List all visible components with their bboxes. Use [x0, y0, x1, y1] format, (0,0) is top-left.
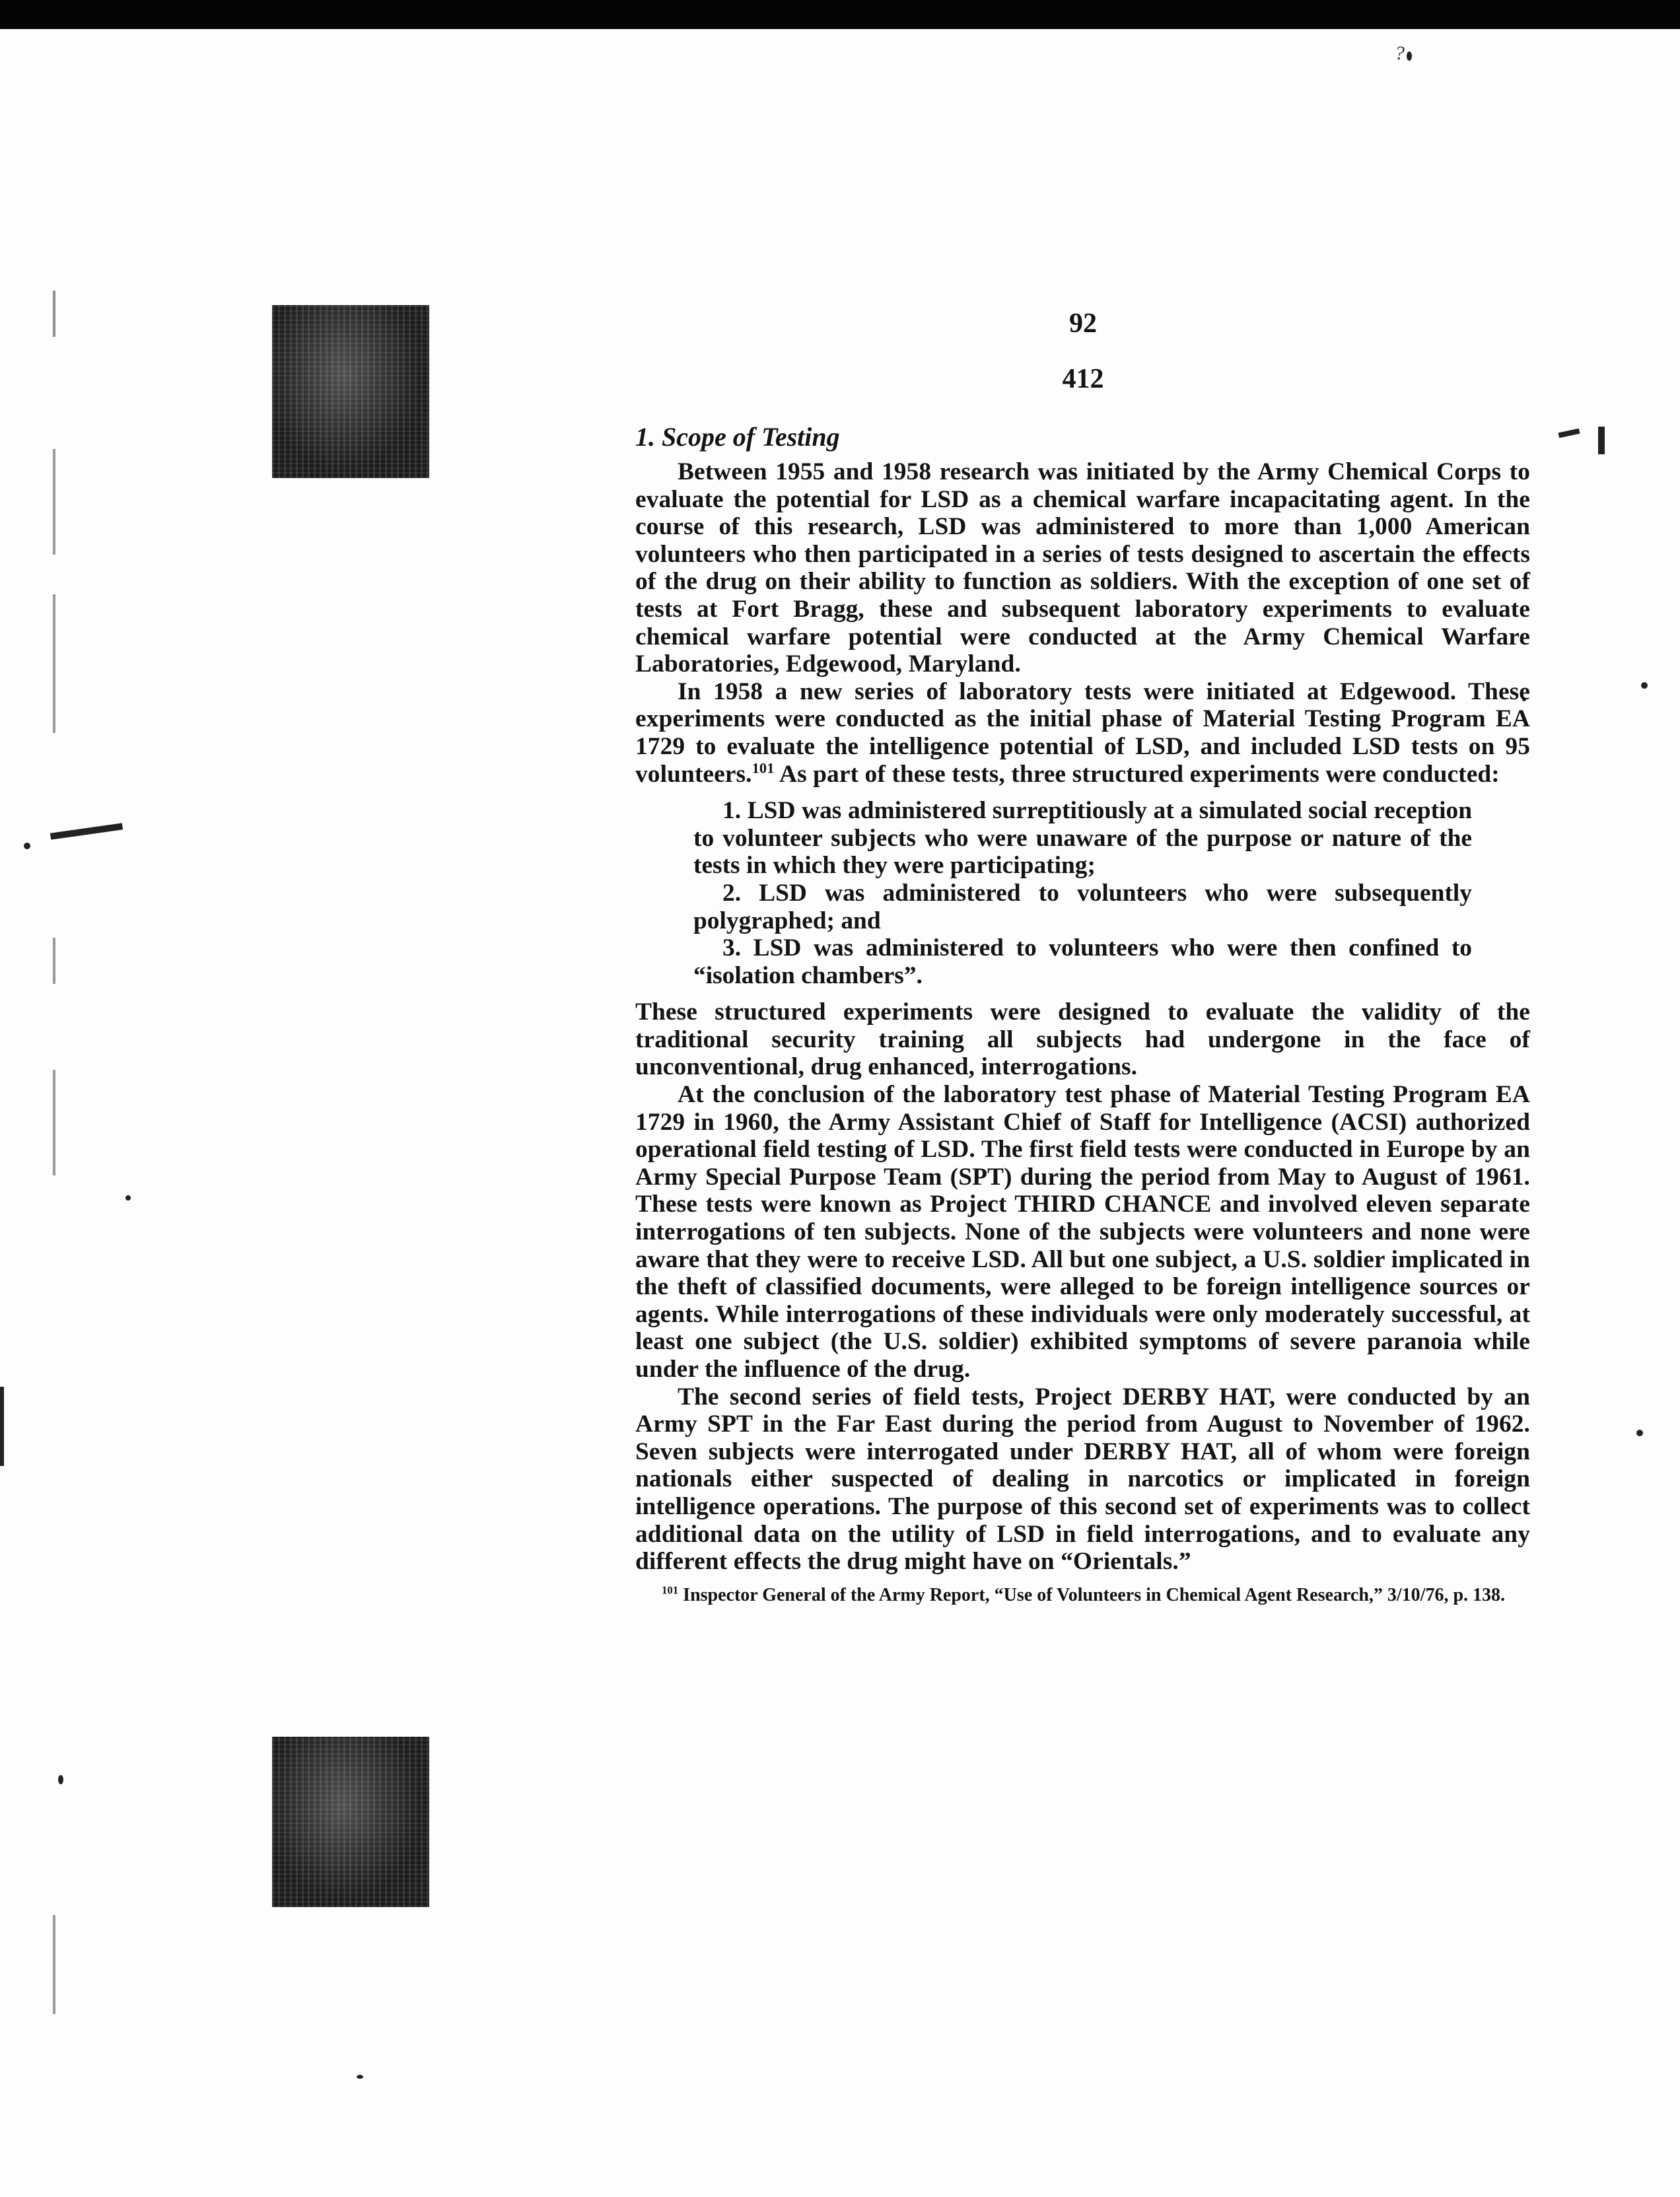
scan-artifact-image	[272, 1737, 429, 1907]
scan-mark	[50, 823, 123, 839]
section-heading: 1. Scope of Testing	[635, 422, 840, 452]
document-body	[635, 420, 1530, 1606]
footnote-number: 101	[662, 1584, 679, 1597]
scan-mark	[53, 938, 55, 984]
paragraph-2	[635, 678, 1530, 788]
paragraph-5: The second series of field tests, Project DERBY HAT, were conducted by an Army SPT in the Far East during the period from August to November of 1962. Seven subjects were interrogated under DERBY HAT, all of whom were foreign nationals either suspected of dealing in narcotics or implicated in foreign intelligence operations. The purpose of this second set of experiments was to collect additional data on the utility of LSD in field interrogations, and to evaluate any different effects the drug might have on “Orientals.”	[635, 1383, 1530, 1576]
page-number-lower: 412	[1062, 364, 1104, 394]
scan-speck	[58, 1775, 63, 1784]
scan-mark	[0, 1387, 4, 1466]
corner-mark: ?	[1395, 42, 1405, 64]
scan-mark	[53, 1915, 55, 2014]
scan-artifact-image	[272, 305, 429, 478]
scan-speck	[1641, 682, 1648, 689]
list-item: 1. LSD was administered surreptitiously at a simulated social reception to volunteer subjects who were unaware of the purpose or nature of the tests in which they were participating;	[693, 797, 1472, 880]
paragraph-1: Between 1955 and 1958 research was initiated by the Army Chemical Corps to evaluate the potential for LSD as a chemical warfare incapacitating agent. In the course of this research, LSD was administered to more than 1,000 American volunteers who then participated in a series of tests designed to ascertain the effects of the drug on their ability to function as soldiers. With the exception of one set of tests at Fort Bragg, these and subsequent laboratory experiments to evaluate chemical warfare potential were conducted at the Army Chemical Warfare Laboratories, Edgewood, Maryland.	[635, 458, 1530, 678]
scan-speck	[24, 843, 30, 849]
scan-speck	[125, 1195, 131, 1201]
footnote-reference: 101	[752, 759, 775, 777]
footnote-text: Inspector General of the Army Report, “Use of Volunteers in Chemical Agent Research,” 3/10/76, p. 138.	[678, 1584, 1506, 1605]
scan-mark	[53, 1070, 55, 1175]
footnote	[635, 1585, 1530, 1606]
paragraph-2-text-cont: As part of these tests, three structured experiments were conducted:	[774, 760, 1500, 788]
scan-top-border	[0, 0, 1680, 29]
scan-mark	[1558, 429, 1580, 438]
scan-mark	[53, 594, 55, 733]
scan-speck	[357, 2075, 363, 2079]
list-item: 2. LSD was administered to volunteers who were subsequently polygraphed; and	[693, 879, 1472, 934]
scan-mark	[1598, 427, 1605, 454]
paragraph-4: At the conclusion of the laboratory test phase of Material Testing Program EA 1729 in 1960, the Army Assistant Chief of Staff for Intelligence (ACSI) authorized operational field testing of LSD. The first field tests were conducted in Europe by an Army Special Purpose Team (SPT) during the period from May to August of 1961. These tests were known as Project THIRD CHANCE and involved eleven separate interrogations of ten subjects. None of the subjects were volunteers and none were aware that they were to receive LSD. All but one subject, a U.S. soldier implicated in the theft of classified documents, were alleged to be foreign intelligence sources or agents. While interrogations of these individuals were only moderately successful, at least one subject (the U.S. soldier) exhibited symptoms of severe paranoia while under the influence of the drug.	[635, 1081, 1530, 1383]
list-item: 3. LSD was administered to volunteers who were then confined to “isolation chambers”.	[693, 934, 1472, 989]
scan-speck	[1636, 1430, 1643, 1436]
scan-speck	[1407, 52, 1412, 61]
paragraph-2-text: In 1958 a new series of laboratory tests were initiated at Edgewood. These experiments were conducted as the initial phase of Material Testing Program EA 1729 to evaluate the intelligence potential of LSD, and included LSD tests on 95 volunteers.	[635, 678, 1530, 788]
scan-mark	[53, 291, 55, 337]
scan-mark	[53, 449, 55, 555]
experiment-list	[693, 797, 1472, 989]
paragraph-3: These structured experiments were designed to evaluate the validity of the traditional security training all subjects had undergone in the face of unconventional, drug enhanced, interrogations.	[635, 998, 1530, 1081]
page-number-upper: 92	[1069, 308, 1097, 339]
